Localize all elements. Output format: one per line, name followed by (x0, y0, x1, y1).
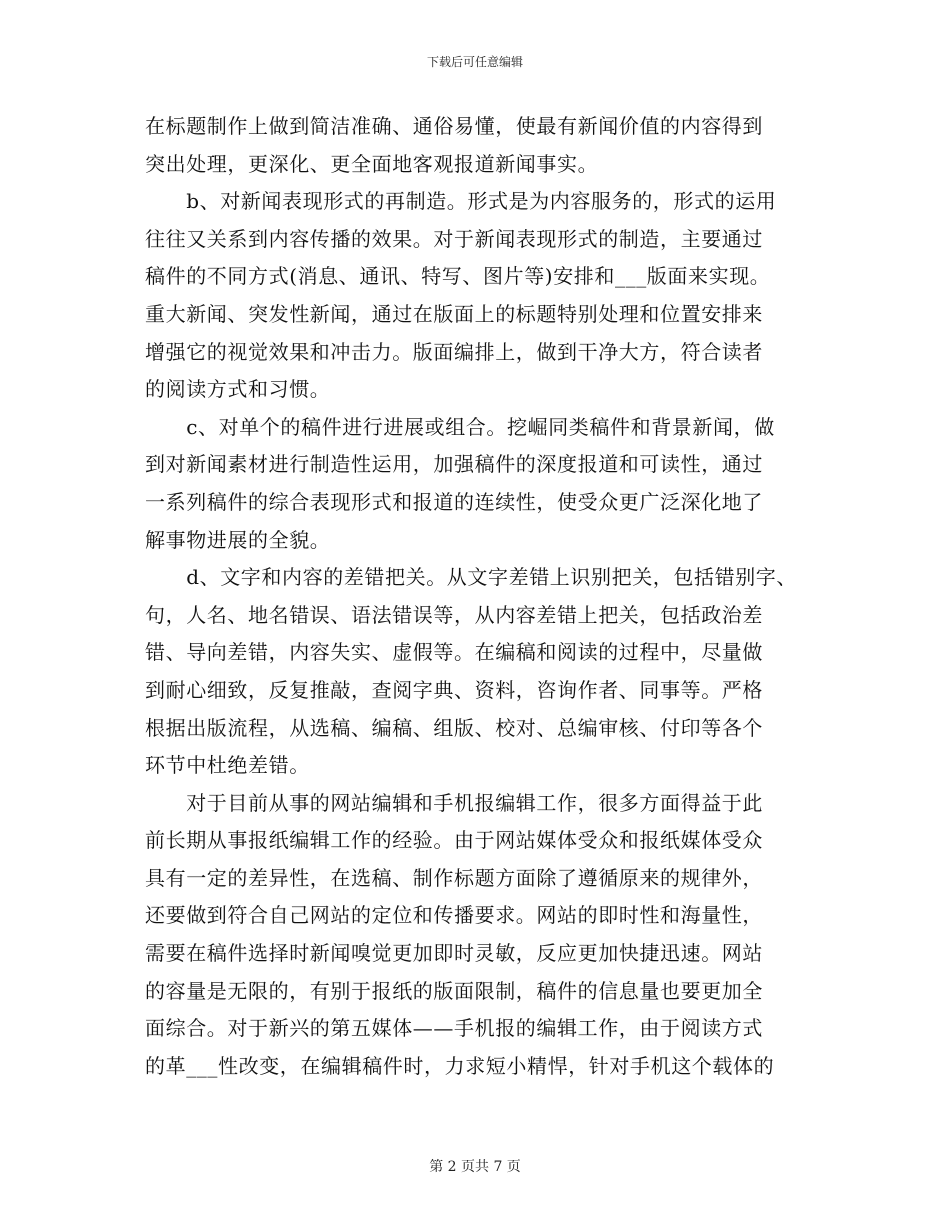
text-line: 需要在稿件选择时新闻嗅觉更加即时灵敏，反应更加快捷迅速。网站 (145, 941, 763, 966)
text-line: 具有一定的差异性，在选稿、制作标题方面除了遵循原来的规律外， (145, 865, 763, 890)
text-line: 解事物进展的全貌。 (145, 527, 331, 552)
text-line: 句，人名、地名错误、语法错误等，从内容差错上把关，包括政治差 (145, 602, 763, 627)
text-line: 根据出版流程，从选稿、编稿、组版、校对、总编审核、付印等各个 (145, 715, 763, 740)
text-line: 对于目前从事的网站编辑和手机报编辑工作，很多方面得益于此 (145, 790, 763, 815)
text-line: 的阅读方式和习惯。 (145, 377, 331, 402)
text-line: c、对单个的稿件进行进展或组合。挖崛同类稿件和背景新闻，做 (145, 414, 775, 439)
text-line: 面综合。对于新兴的第五媒体——手机报的编辑工作，由于阅读方式 (145, 1016, 763, 1041)
text-line: 环节中杜绝差错。 (145, 753, 310, 778)
text-line: 往往又关系到内容传播的效果。对于新闻表现形式的制造，主要通过 (145, 226, 763, 251)
text-line: 错、导向差错，内容失实、虚假等。在编稿和阅读的过程中，尽量做 (145, 640, 763, 665)
text-line: d、文字和内容的差错把关。从文字差错上识别把关，包括错别字、 (145, 565, 798, 590)
page-footer: 第 2 页共 7 页 (429, 1159, 521, 1175)
text-line: 增强它的视觉效果和冲击力。版面编排上，做到干净大方，符合读者 (145, 339, 763, 364)
text-line: 前长期从事报纸编辑工作的经验。由于网站媒体受众和报纸媒体受众 (145, 828, 763, 853)
text-line: 还要做到符合自己网站的定位和传播要求。网站的即时性和海量性， (145, 903, 763, 928)
text-line: 重大新闻、突发性新闻，通过在版面上的标题特别处理和位置安排来 (145, 301, 763, 326)
document-body (145, 108, 810, 1085)
text-line: 到对新闻素材进行制造性运用，加强稿件的深度报道和可读性，通过 (145, 452, 763, 477)
text-line: b、对新闻表现形式的再制造。形式是为内容服务的，形式的运用 (145, 189, 777, 214)
page-header: 下载后可任意编辑 (426, 55, 523, 69)
text-line: 的容量是无限的，有别于报纸的版面限制，稿件的信息量也要更加全 (145, 978, 763, 1003)
text-line: 到耐心细致，反复推敲，查阅字典、资料，咨询作者、同事等。严格 (145, 677, 763, 702)
text-line: 在标题制作上做到简洁准确、通俗易懂，使最有新闻价值的内容得到 (145, 114, 763, 138)
text-line: 一系列稿件的综合表现形式和报道的连续性，使受众更广泛深化地了 (145, 489, 763, 514)
text-line: 的革___性改变，在编辑稿件时，力求短小精悍，针对手机这个载体的 (145, 1053, 775, 1078)
text-line: 稿件的不同方式(消息、通讯、特写、图片等)安排和___版面来实现。 (145, 264, 771, 289)
text-line: 突出处理，更深化、更全面地客观报道新闻事实。 (145, 151, 599, 176)
